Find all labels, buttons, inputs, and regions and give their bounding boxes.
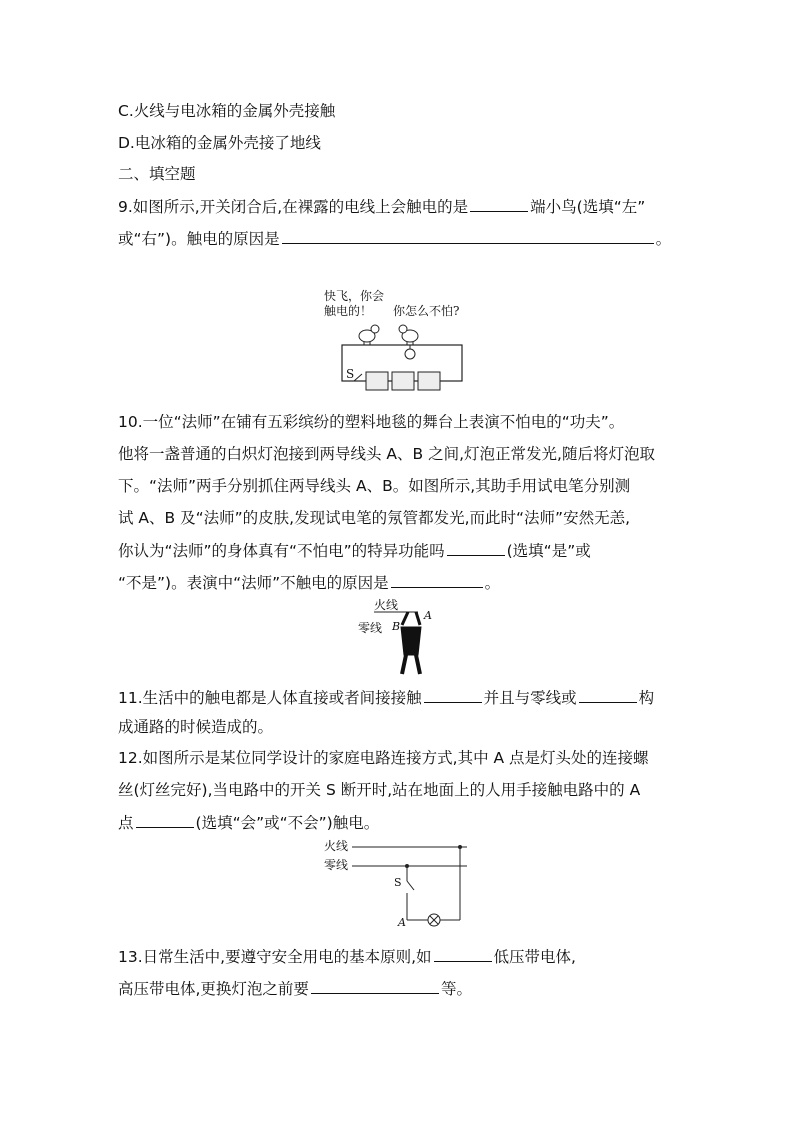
lamp-icon-12 <box>428 914 440 926</box>
q11-blank-1[interactable] <box>424 686 482 703</box>
switch-s-label: S <box>394 876 402 889</box>
q12-blank-1[interactable] <box>136 811 194 828</box>
q9-blank-2[interactable] <box>282 227 654 244</box>
q10-line-1: 10.一位“法师”在铺有五彩缤纷的塑料地毯的舞台上表演不怕电的“功夫”。 <box>118 413 625 431</box>
q10-line-6: “不是”)。表演中“法师”不触电的原因是 。 <box>118 571 500 594</box>
q13-line-2: 高压带电体,更换灯泡之前要 等。 <box>118 977 472 1000</box>
q11-line-2: 成通路的时候造成的。 <box>118 718 274 736</box>
q11-blank-2[interactable] <box>579 686 637 703</box>
q10-line-4: 试 A、B 及“法师”的皮肤,发现试电笔的氖管都发光,而此时“法师”安然无恙, <box>118 509 630 527</box>
q12-line-1: 12.如图所示是某位同学设计的家庭电路连接方式,其中 A 点是灯头处的连接螺 <box>118 749 649 767</box>
option-d: D.电冰箱的金属外壳接了地线 <box>118 134 321 152</box>
point-a-label-12: A <box>398 916 406 928</box>
q13-blank-2[interactable] <box>311 977 439 994</box>
neutral-wire-label: 零线 <box>358 621 383 635</box>
switch-icon <box>354 374 362 381</box>
switch-label: S <box>346 367 355 381</box>
point-a-label: A <box>424 609 432 622</box>
q9-blank-1[interactable] <box>470 195 528 212</box>
q12-figure <box>322 838 472 928</box>
q10-line-5: 你认为“法师”的身体真有“不怕电”的特异功能吗 (选填“是”或 <box>118 539 591 562</box>
q11-line-1: 11.生活中的触电都是人体直接或者间接接触 并且与零线或 构 <box>118 686 654 709</box>
live-wire-label-12: 火线 <box>324 839 349 853</box>
neutral-wire-label-12: 零线 <box>324 858 349 872</box>
right-bird-icon <box>399 325 418 345</box>
q10-blank-1[interactable] <box>447 539 505 556</box>
left-bird-icon <box>359 325 379 345</box>
q12-line-2: 丝(灯丝完好),当电路中的开关 S 断开时,站在地面上的人用手接触电路中的 A <box>118 781 641 799</box>
person-silhouette-icon <box>401 612 421 674</box>
switch-s-icon <box>407 881 414 890</box>
bird-right-speech: 你怎么不怕? <box>393 304 460 318</box>
q10-line-3: 下。“法师”两手分别抓住两导线头 A、B。如图所示,其助手用试电笔分别测 <box>118 477 631 495</box>
battery-icon <box>366 372 440 390</box>
q13-line-1: 13.日常生活中,要遵守安全用电的基本原则,如 低压带电体, <box>118 945 576 968</box>
q9-line-1: 9.如图所示,开关闭合后,在裸露的电线上会触电的是 端小鸟(选填“左” <box>118 195 645 218</box>
q10-figure <box>356 597 446 677</box>
q13-blank-1[interactable] <box>434 945 492 962</box>
point-b-label: B <box>392 620 401 633</box>
bird-left-speech-1: 快飞，你会 <box>324 289 385 303</box>
q9-figure <box>322 288 472 394</box>
live-wire-label: 火线 <box>374 598 399 612</box>
lamp-icon <box>405 345 415 359</box>
option-c: C.火线与电冰箱的金属外壳接触 <box>118 102 336 120</box>
q10-line-2: 他将一盏普通的白炽灯泡接到两导线头 A、B 之间,灯泡正常发光,随后将灯泡取 <box>118 445 655 463</box>
section-title: 二、填空题 <box>118 165 196 183</box>
q9-line-2: 或“右”)。触电的原因是 。 <box>118 227 671 250</box>
bird-left-speech-2: 触电的！ <box>324 304 373 318</box>
q10-blank-2[interactable] <box>391 571 483 588</box>
q12-line-3: 点 (选填“会”或“不会”)触电。 <box>118 811 379 834</box>
